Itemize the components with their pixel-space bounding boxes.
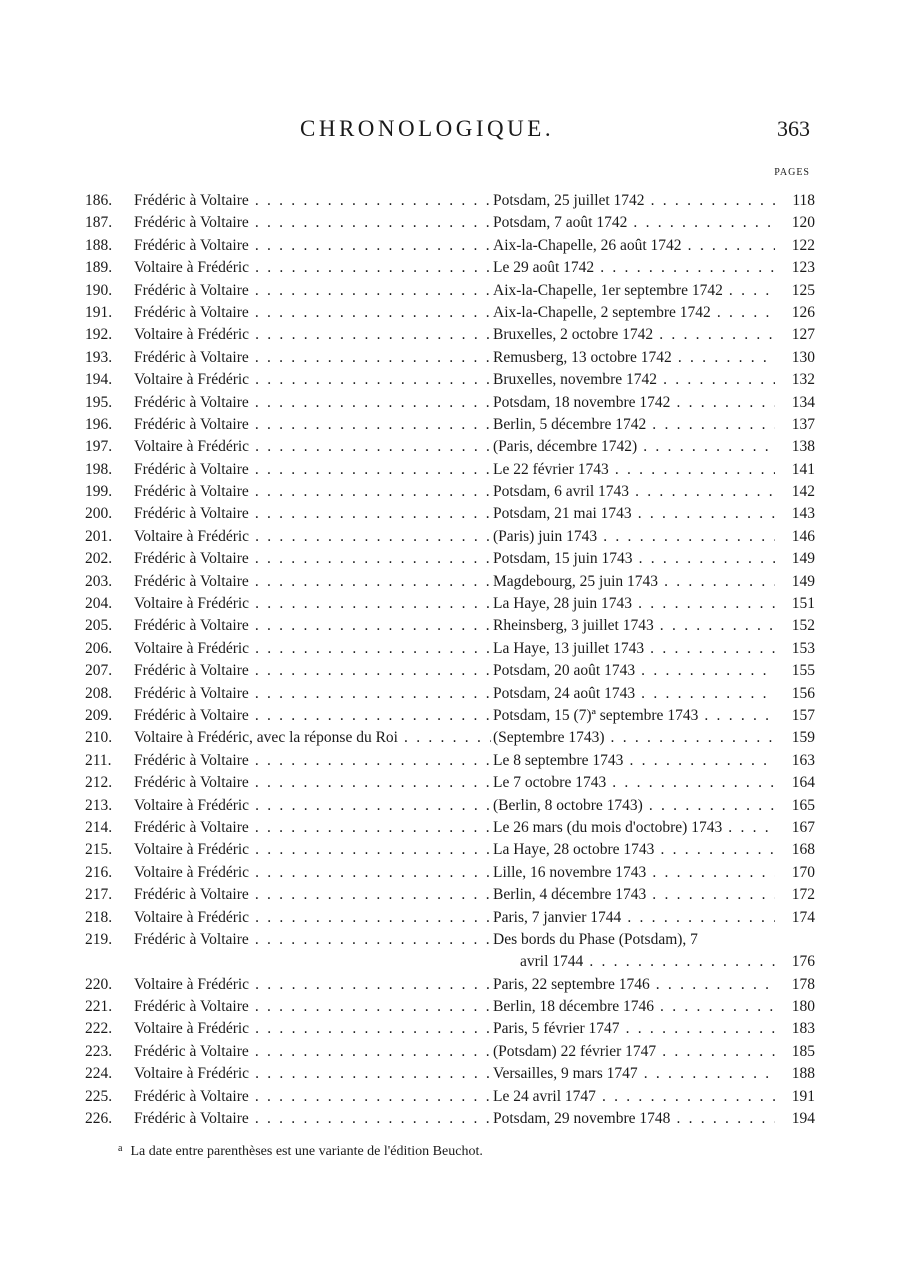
running-head-title: CHRONOLOGIQUE.: [300, 116, 555, 141]
entry-correspondents: Frédéric à Voltaire . . .: [134, 302, 491, 324]
table-row: [85, 235, 815, 257]
entry-number: 204.: [85, 595, 113, 613]
entry-number: 219.: [85, 930, 113, 948]
entry-page-number: 174: [775, 907, 815, 929]
entry-place-date: Potsdam, 18 novembre 1742 . . .: [493, 392, 775, 414]
entry-place-date: Berlin, 18 décembre 1746 . . .: [493, 996, 775, 1018]
entry-page-number: 152: [775, 615, 815, 637]
entry-correspondents: Frédéric à Voltaire . . .: [134, 750, 491, 772]
entry-place-date: Le 7 octobre 1743 . . .: [493, 772, 775, 794]
entry-place-date: Des bords du Phase (Potsdam), 7: [493, 930, 698, 948]
entry-number: 192.: [85, 326, 113, 344]
entry-page-number: 132: [775, 369, 815, 391]
entry-page-number: 126: [775, 302, 815, 324]
entry-correspondents: Voltaire à Frédéric . . .: [134, 257, 491, 279]
table-row: [85, 459, 815, 481]
entry-number: 220.: [85, 975, 113, 993]
entry-page-number: 142: [775, 481, 815, 503]
entry-number: 216.: [85, 863, 113, 881]
entry-number: 191.: [85, 303, 113, 321]
footnote: [118, 1143, 483, 1160]
entry-correspondents: Frédéric à Voltaire . . .: [134, 615, 491, 637]
entry-place-date: Aix-la-Chapelle, 26 août 1742 . . .: [493, 235, 775, 257]
entry-page-number: 159: [775, 727, 815, 749]
entry-page-number: 170: [775, 862, 815, 884]
table-row: [85, 1108, 815, 1130]
entry-number: 203.: [85, 572, 113, 590]
entry-number: 197.: [85, 438, 113, 456]
table-row: [85, 795, 815, 817]
entry-correspondents: Frédéric à Voltaire . . .: [134, 414, 491, 436]
entry-page-number: 194: [775, 1108, 815, 1130]
entry-page-number: 138: [775, 436, 815, 458]
entry-correspondents: Voltaire à Frédéric . . .: [134, 974, 491, 996]
entry-correspondents: Voltaire à Frédéric . . .: [134, 324, 491, 346]
table-row: [85, 929, 815, 974]
entry-correspondents: Frédéric à Voltaire . . .: [134, 1108, 491, 1130]
table-row: [85, 212, 815, 234]
table-row: [85, 839, 815, 861]
entry-correspondents: Frédéric à Voltaire . . .: [134, 347, 491, 369]
entry-place-date: (Paris, décembre 1742) . . .: [493, 436, 775, 458]
entry-page-number: 176: [775, 951, 815, 973]
entry-correspondents: Voltaire à Frédéric . . .: [134, 795, 491, 817]
entry-page-number: 172: [775, 884, 815, 906]
table-row: [85, 974, 815, 996]
table-row: [85, 548, 815, 570]
entry-number: 187.: [85, 214, 113, 232]
entry-place-date: Paris, 7 janvier 1744 . . .: [493, 907, 775, 929]
entry-number: 190.: [85, 281, 113, 299]
entry-number: 213.: [85, 796, 113, 814]
entry-correspondents: Voltaire à Frédéric . . .: [134, 862, 491, 884]
entry-number: 205.: [85, 617, 113, 635]
entry-correspondents: Frédéric à Voltaire . . .: [134, 503, 491, 525]
entry-correspondents: Frédéric à Voltaire . . .: [134, 459, 491, 481]
entry-place-date: Rheinsberg, 3 juillet 1743 . . .: [493, 615, 775, 637]
table-row: [85, 727, 815, 749]
entry-place-date: La Haye, 28 octobre 1743 . . .: [493, 839, 775, 861]
entry-number: 221.: [85, 998, 113, 1016]
entry-correspondents: Frédéric à Voltaire . . .: [134, 996, 491, 1018]
entry-number: 200.: [85, 505, 113, 523]
entry-correspondents: Frédéric à Voltaire . . .: [134, 481, 491, 503]
entry-correspondents: Voltaire à Frédéric . . .: [134, 839, 491, 861]
entry-place-date: Potsdam, 29 novembre 1748 . . .: [493, 1108, 775, 1130]
entry-number: 207.: [85, 662, 113, 680]
entry-correspondents: Frédéric à Voltaire . . .: [134, 190, 491, 212]
entry-page-number: 120: [775, 212, 815, 234]
table-row: [85, 436, 815, 458]
table-row: [85, 705, 815, 727]
table-row: [85, 660, 815, 682]
entry-place-date: Potsdam, 15 (7)ª septembre 1743 . . .: [493, 705, 775, 727]
entry-number: 199.: [85, 483, 113, 501]
entry-page-number: 167: [775, 817, 815, 839]
entry-correspondents: Voltaire à Frédéric . . .: [134, 907, 491, 929]
table-row: [85, 324, 815, 346]
entry-correspondents: Frédéric à Voltaire . . .: [134, 1041, 491, 1063]
table-row: [85, 1063, 815, 1085]
entry-page-number: 180: [775, 996, 815, 1018]
entry-page-number: 164: [775, 772, 815, 794]
entry-correspondents: Frédéric à Voltaire . . .: [134, 392, 491, 414]
entry-place-date: Paris, 5 février 1747 . . .: [493, 1018, 775, 1040]
entry-correspondents: Voltaire à Frédéric . . .: [134, 593, 491, 615]
entry-number: 209.: [85, 706, 113, 724]
entry-page-number: 122: [775, 235, 815, 257]
entry-place-date: Bruxelles, novembre 1742 . . .: [493, 369, 775, 391]
entry-page-number: 168: [775, 839, 815, 861]
entry-page-number: 146: [775, 526, 815, 548]
entry-number: 188.: [85, 236, 113, 254]
entry-number: 210.: [85, 729, 113, 747]
entry-place-date: La Haye, 13 juillet 1743 . . .: [493, 638, 775, 660]
entry-correspondents: Frédéric à Voltaire . . .: [134, 212, 491, 234]
entry-page-number: 151: [775, 593, 815, 615]
entry-place-date: Versailles, 9 mars 1747 . . .: [493, 1063, 775, 1085]
entry-correspondents: Frédéric à Voltaire . . .: [134, 884, 491, 906]
entry-place-date: Lille, 16 novembre 1743 . . .: [493, 862, 775, 884]
entry-correspondents: Frédéric à Voltaire . . .: [134, 660, 491, 682]
table-row: [85, 369, 815, 391]
entry-number: 196.: [85, 415, 113, 433]
entry-page-number: 149: [775, 548, 815, 570]
table-row: [85, 1018, 815, 1040]
table-row: [85, 862, 815, 884]
entry-page-number: 153: [775, 638, 815, 660]
entry-place-date: Le 8 septembre 1743 . . .: [493, 750, 775, 772]
table-row: [85, 907, 815, 929]
entry-place-date: Potsdam, 21 mai 1743 . . .: [493, 503, 775, 525]
entry-correspondents: Voltaire à Frédéric . . .: [134, 436, 491, 458]
entry-number: 198.: [85, 460, 113, 478]
entry-number: 212.: [85, 774, 113, 792]
table-row: [85, 817, 815, 839]
chronological-table: [85, 190, 815, 1130]
entry-correspondents: Frédéric à Voltaire . . .: [134, 929, 491, 951]
entry-correspondents: Frédéric à Voltaire . . .: [134, 548, 491, 570]
entry-number: 222.: [85, 1020, 113, 1038]
entry-number: 202.: [85, 550, 113, 568]
table-row: [85, 615, 815, 637]
table-row: [85, 772, 815, 794]
table-row: [85, 996, 815, 1018]
table-row: [85, 190, 815, 212]
entry-number: 223.: [85, 1042, 113, 1060]
entry-number: 193.: [85, 348, 113, 366]
entry-number: 226.: [85, 1110, 113, 1128]
entry-page-number: 185: [775, 1041, 815, 1063]
table-row: [85, 414, 815, 436]
entry-correspondents: Voltaire à Frédéric, avec la réponse du Roi . . .: [134, 727, 491, 749]
entry-place-date: Potsdam, 25 juillet 1742 . . .: [493, 190, 775, 212]
table-row: [85, 683, 815, 705]
entry-correspondents: Frédéric à Voltaire . . .: [134, 280, 491, 302]
entry-page-number: 157: [775, 705, 815, 727]
entry-place-date: Potsdam, 6 avril 1743 . . .: [493, 481, 775, 503]
entry-place-date: Aix-la-Chapelle, 2 septembre 1742 . . .: [493, 302, 775, 324]
pages-column-label: PAGES: [774, 167, 810, 178]
table-row: [85, 884, 815, 906]
entry-correspondents: Voltaire à Frédéric . . .: [134, 369, 491, 391]
table-row: [85, 392, 815, 414]
entry-place-date: Magdebourg, 25 juin 1743 . . .: [493, 571, 775, 593]
entry-place-date: Potsdam, 15 juin 1743 . . .: [493, 548, 775, 570]
entry-correspondents: Frédéric à Voltaire . . .: [134, 772, 491, 794]
entry-page-number: 137: [775, 414, 815, 436]
entry-number: 186.: [85, 192, 113, 209]
table-row: [85, 347, 815, 369]
entry-number: 189.: [85, 259, 113, 277]
entry-page-number: 125: [775, 280, 815, 302]
table-row: [85, 503, 815, 525]
entry-correspondents: Frédéric à Voltaire . . .: [134, 571, 491, 593]
entry-number: 194.: [85, 371, 113, 389]
entry-place-date: Aix-la-Chapelle, 1er septembre 1742 . . .: [493, 280, 775, 302]
entry-page-number: 134: [775, 392, 815, 414]
entry-correspondents: Frédéric à Voltaire . . .: [134, 1086, 491, 1108]
entry-place-date: Potsdam, 7 août 1742 . . .: [493, 212, 775, 234]
entry-page-number: 143: [775, 503, 815, 525]
entry-page-number: 191: [775, 1086, 815, 1108]
footnote-mark: a: [118, 1143, 123, 1154]
footnote-text: La date entre parenthèses est une variante de l'édition Beuchot.: [130, 1144, 483, 1159]
entry-page-number: 130: [775, 347, 815, 369]
entry-number: 214.: [85, 818, 113, 836]
entry-number: 224.: [85, 1065, 113, 1083]
entry-page-number: 183: [775, 1018, 815, 1040]
table-row: [85, 1041, 815, 1063]
entry-correspondents: Voltaire à Frédéric . . .: [134, 526, 491, 548]
entry-place-date: Berlin, 5 décembre 1742 . . .: [493, 414, 775, 436]
entry-page-number: 123: [775, 257, 815, 279]
entry-place-date: Potsdam, 20 août 1743 . . .: [493, 660, 775, 682]
entry-number: 208.: [85, 684, 113, 702]
entry-place-date: Berlin, 4 décembre 1743 . . .: [493, 884, 775, 906]
table-row: [85, 571, 815, 593]
entry-number: 206.: [85, 639, 113, 657]
table-row: [85, 280, 815, 302]
entry-page-number: 141: [775, 459, 815, 481]
entry-page-number: 163: [775, 750, 815, 772]
entry-correspondents: Voltaire à Frédéric . . .: [134, 1018, 491, 1040]
entry-number: 195.: [85, 393, 113, 411]
table-row: [85, 1086, 815, 1108]
entry-correspondents: Frédéric à Voltaire . . .: [134, 817, 491, 839]
entry-number: 225.: [85, 1087, 113, 1105]
table-row: [85, 750, 815, 772]
entry-correspondents: Frédéric à Voltaire . . .: [134, 235, 491, 257]
entry-number: 215.: [85, 841, 113, 859]
entry-place-date: Bruxelles, 2 octobre 1742 . . .: [493, 324, 775, 346]
entry-place-date: Le 29 août 1742 . . .: [493, 257, 775, 279]
table-row: [85, 526, 815, 548]
entry-page-number: 156: [775, 683, 815, 705]
table-row: [85, 257, 815, 279]
entry-correspondents: Voltaire à Frédéric . . .: [134, 1063, 491, 1085]
entry-page-number: 165: [775, 795, 815, 817]
entry-correspondents: Frédéric à Voltaire . . .: [134, 705, 491, 727]
entry-place-date: (Paris) juin 1743 . . .: [493, 526, 775, 548]
entry-number: 217.: [85, 886, 113, 904]
entry-page-number: 118: [775, 190, 815, 212]
entry-page-number: 188: [775, 1063, 815, 1085]
entry-place-date: Le 22 février 1743 . . .: [493, 459, 775, 481]
entry-page-number: 155: [775, 660, 815, 682]
entry-place-date: La Haye, 28 juin 1743 . . .: [493, 593, 775, 615]
entry-number: 211.: [85, 751, 112, 769]
entry-page-number: 149: [775, 571, 815, 593]
entry-page-number: 127: [775, 324, 815, 346]
table-row: [85, 593, 815, 615]
table-row: [85, 638, 815, 660]
entry-correspondents: Voltaire à Frédéric . . .: [134, 638, 491, 660]
entry-place-date: Le 26 mars (du mois d'octobre) 1743 . . .: [493, 817, 775, 839]
entry-place-date: (Potsdam) 22 février 1747 . . .: [493, 1041, 775, 1063]
entry-place-date: Le 24 avril 1747 . . .: [493, 1086, 775, 1108]
entry-number: 201.: [85, 527, 113, 545]
entry-place-date: Paris, 22 septembre 1746 . . .: [493, 974, 775, 996]
entry-number: 218.: [85, 908, 113, 926]
entry-correspondents: Frédéric à Voltaire . . .: [134, 683, 491, 705]
table-row: [85, 481, 815, 503]
entry-place-date: (Septembre 1743) . . .: [493, 727, 775, 749]
entry-place-date-continuation: avril 1744 . . .: [520, 951, 775, 973]
entry-place-date: (Berlin, 8 octobre 1743) . . .: [493, 795, 775, 817]
entry-place-date: Potsdam, 24 août 1743 . . .: [493, 683, 775, 705]
table-row: [85, 302, 815, 324]
entry-page-number: 178: [775, 974, 815, 996]
entry-place-date: Remusberg, 13 octobre 1742 . . .: [493, 347, 775, 369]
page-number: 363: [777, 116, 810, 141]
